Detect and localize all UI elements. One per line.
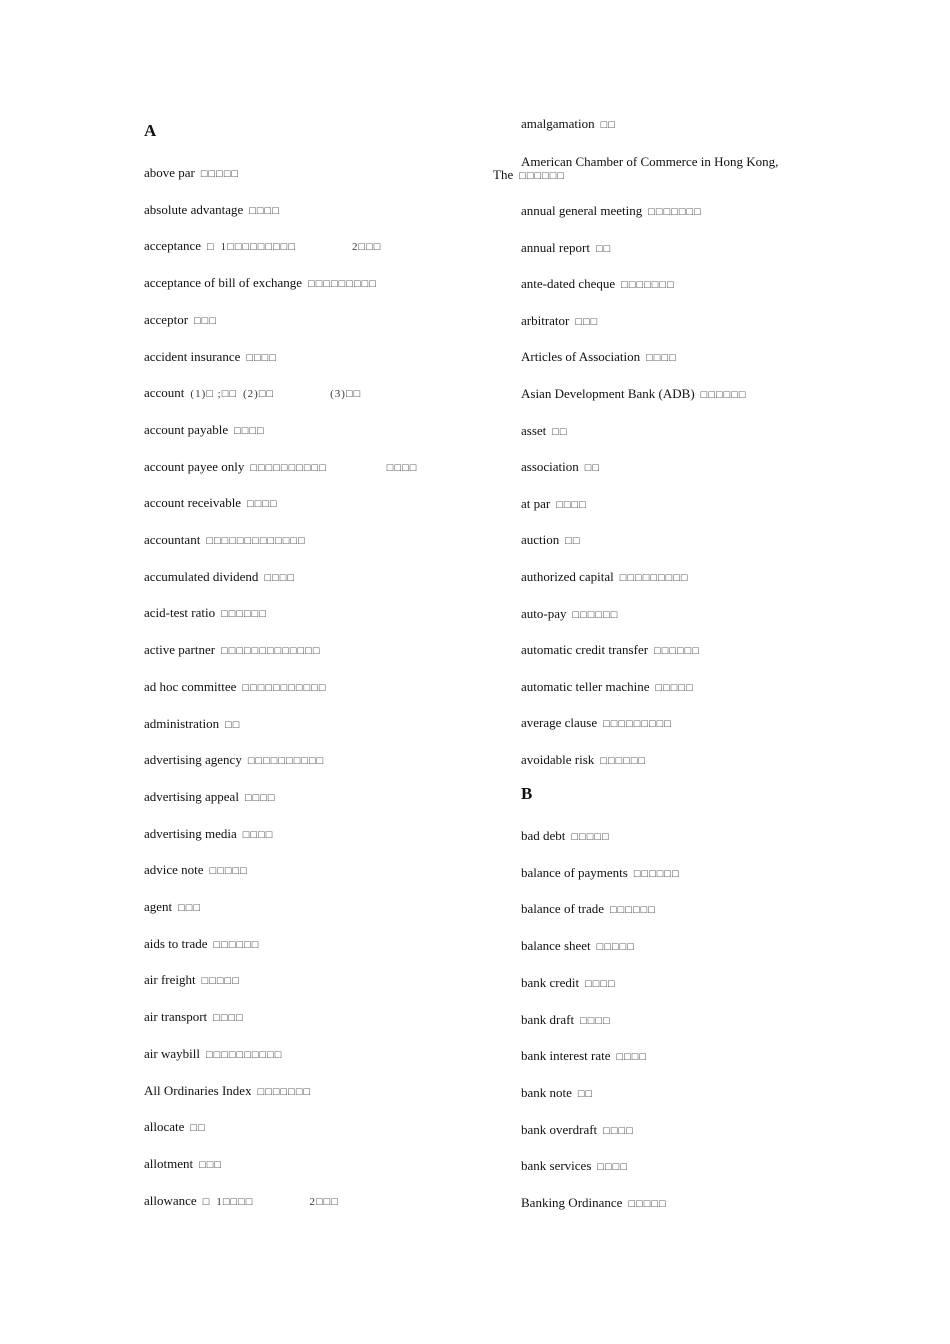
entry-gloss-part: (3)□□ xyxy=(330,388,362,401)
entry-gloss: □□□□ xyxy=(556,498,587,511)
glossary-entry xyxy=(521,386,747,403)
entry-term: auction xyxy=(521,532,560,548)
entry-gloss: □□□ xyxy=(575,315,599,328)
entry-gloss: □□□□□□□ xyxy=(257,1085,312,1098)
entry-gloss: □□□□ xyxy=(616,1051,648,1064)
entry-gloss: □□□□□□ xyxy=(633,867,680,880)
entry-gloss-part: 2□□□ xyxy=(351,241,382,254)
entry-gloss: □□□□□ xyxy=(200,168,240,180)
entry-gloss: □□□□□ xyxy=(655,681,694,694)
entry-term: auto-pay xyxy=(521,605,567,621)
entry-gloss: □□□ xyxy=(199,1158,223,1171)
glossary-entry xyxy=(521,865,680,882)
entry-term: balance of trade xyxy=(521,901,605,917)
entry-term: acid-test ratio xyxy=(144,605,216,621)
entry-gloss-part: 2□□□ xyxy=(309,1195,339,1208)
entry-gloss: □□□ xyxy=(178,902,202,914)
glossary-entry xyxy=(521,752,646,769)
glossary-entry xyxy=(144,349,277,366)
entry-term: absolute advantage xyxy=(144,201,244,217)
entry-term: bank note xyxy=(521,1084,572,1100)
entry-gloss: □□□□□□□□□ xyxy=(308,278,377,291)
glossary-entry xyxy=(144,936,259,953)
entry-term: accountant xyxy=(144,532,201,547)
entry-gloss: □□ xyxy=(600,119,616,131)
entry-gloss-part: 1□□□□□□□□□ xyxy=(220,241,296,254)
glossary-entry xyxy=(521,496,587,513)
entry-gloss: □□□ xyxy=(194,314,217,327)
glossary-entry xyxy=(144,275,377,292)
glossary-entry xyxy=(521,423,568,440)
entry-term: advertising media xyxy=(144,825,237,841)
entry-gloss: □□□□□ xyxy=(596,941,635,954)
glossary-entry xyxy=(144,569,295,586)
entry-term: asset xyxy=(521,422,547,438)
glossary-entry-line xyxy=(493,167,565,184)
glossary-entry xyxy=(521,1085,593,1102)
entry-gloss: □□□□□□□□□ xyxy=(603,718,672,731)
entry-term: acceptance of bill of exchange xyxy=(144,275,303,291)
entry-gloss-part: 1□□□□ xyxy=(216,1195,254,1208)
section-heading-a: A xyxy=(144,121,157,140)
glossary-entry xyxy=(521,938,635,955)
entry-term: at par xyxy=(521,495,551,511)
glossary-entry xyxy=(144,789,276,806)
entry-gloss: □□ xyxy=(595,242,612,255)
entry-gloss: □□□□□□ xyxy=(213,938,260,951)
entry-gloss: □□□□□□ xyxy=(610,904,656,917)
glossary-entry xyxy=(521,116,616,133)
entry-gloss-part: (2)□□ xyxy=(243,388,275,401)
entry-gloss: □□□□ xyxy=(247,498,278,511)
entry-term: arbitrator xyxy=(521,312,570,328)
glossary-entry xyxy=(521,532,581,549)
glossary-entry xyxy=(521,606,618,623)
glossary-entry-line: American Chamber of Commerce in Hong Kong, xyxy=(521,154,779,169)
entry-term: average clause xyxy=(521,715,598,731)
glossary-entry xyxy=(521,975,616,992)
glossary-entry xyxy=(521,828,610,845)
glossary-entry xyxy=(521,569,689,586)
entry-term: balance sheet xyxy=(521,938,591,954)
entry-term: advertising appeal xyxy=(144,788,239,804)
glossary-entry xyxy=(521,642,700,659)
entry-gloss: □□□□ xyxy=(249,204,280,217)
entry-term: allotment xyxy=(144,1155,194,1171)
entry-term: amalgamation xyxy=(521,116,595,131)
entry-term: annual general meeting xyxy=(521,203,643,218)
glossary-entry xyxy=(144,1119,206,1136)
glossary-entry xyxy=(144,1046,282,1063)
entry-gloss: □□ xyxy=(565,535,581,548)
entry-term: bad debt xyxy=(521,828,566,843)
glossary-entry xyxy=(144,716,240,733)
entry-term: aids to trade xyxy=(144,935,208,951)
entry-gloss: □□□□ xyxy=(597,1161,628,1174)
entry-gloss: □□ xyxy=(577,1087,594,1100)
entry-gloss: □□□□□□ xyxy=(519,170,566,182)
entry-term: Articles of Association xyxy=(521,349,641,365)
entry-term: air waybill xyxy=(144,1045,200,1061)
entry-term: Asian Development Bank (ADB) xyxy=(521,386,695,401)
glossary-entry xyxy=(144,238,381,255)
entry-gloss: □□□□□ xyxy=(201,975,240,988)
glossary-entry xyxy=(521,1195,667,1212)
entry-gloss: □□□□ xyxy=(264,571,296,584)
entry-gloss: □□□□ xyxy=(213,1012,244,1025)
glossary-entry xyxy=(144,642,320,659)
section-heading-b: B xyxy=(521,784,533,803)
entry-gloss: □ xyxy=(202,1195,211,1208)
entry-gloss: □□□□□□□□□□□ xyxy=(242,681,327,694)
entry-term: air transport xyxy=(144,1009,208,1025)
entry-gloss: □□□□□□ xyxy=(654,645,700,658)
entry-gloss: □□□□□□□□□□ xyxy=(247,755,325,768)
entry-term: balance of payments xyxy=(521,864,628,880)
entry-term: account payable xyxy=(144,421,229,437)
entry-term: automatic teller machine xyxy=(521,678,650,694)
entry-term: bank interest rate xyxy=(521,1048,611,1064)
entry-gloss: □□□□□ xyxy=(209,865,248,878)
glossary-entry xyxy=(144,532,306,549)
glossary-entry xyxy=(521,1122,634,1139)
entry-term: ante-dated cheque xyxy=(521,276,616,292)
glossary-entry xyxy=(144,312,217,329)
entry-term: advice note xyxy=(144,862,204,878)
entry-term: acceptance xyxy=(144,238,202,254)
entry-term: bank credit xyxy=(521,974,580,990)
entry-gloss: □□□□□□ xyxy=(600,755,647,767)
entry-gloss: (1)□ ;□□ xyxy=(190,388,237,401)
entry-gloss: □□□□ xyxy=(580,1014,611,1027)
entry-gloss: □□□□ xyxy=(585,977,616,990)
glossary-entry xyxy=(521,715,672,732)
glossary-entry xyxy=(521,1048,647,1065)
entry-gloss: □□□□□ xyxy=(571,831,610,843)
glossary-entry xyxy=(144,1083,311,1100)
entry-term: bank overdraft xyxy=(521,1121,598,1137)
entry-gloss: □□□□□□ xyxy=(572,608,619,621)
entry-gloss: □□ xyxy=(225,718,241,731)
entry-gloss: □□□□□□□ xyxy=(621,279,675,292)
entry-gloss: □□□□□□□□□□ xyxy=(250,461,327,474)
entry-gloss-part: □□□□ xyxy=(386,461,418,474)
entry-gloss: □□□□□□ xyxy=(221,608,267,621)
entry-term: account xyxy=(144,385,185,401)
glossary-entry xyxy=(144,826,273,843)
glossary-entry xyxy=(144,972,240,989)
glossary-entry xyxy=(144,605,267,622)
glossary-entry xyxy=(144,1156,222,1173)
entry-gloss: □□□□□ xyxy=(628,1198,667,1210)
entry-term: advertising agency xyxy=(144,752,242,768)
entry-gloss: □ xyxy=(207,241,215,254)
glossary-entry xyxy=(144,165,239,182)
glossary-entry xyxy=(144,679,327,696)
entry-term: active partner xyxy=(144,642,216,658)
entry-term: bank draft xyxy=(521,1011,575,1027)
glossary-entry xyxy=(144,1193,339,1210)
glossary-entry xyxy=(144,1009,244,1026)
glossary-entry xyxy=(521,203,702,220)
entry-gloss: □□□□□□□□□□□□□ xyxy=(221,645,321,658)
entry-term: The xyxy=(493,167,514,182)
glossary-entry xyxy=(144,495,278,512)
entry-gloss: □□□□ xyxy=(244,791,276,804)
entry-term: avoidable risk xyxy=(521,752,595,767)
entry-term: allowance xyxy=(144,1192,197,1208)
entry-term: above par xyxy=(144,165,195,180)
glossary-entry xyxy=(521,276,675,293)
glossary-entry xyxy=(521,313,598,330)
glossary-entry xyxy=(144,862,248,879)
entry-gloss: □□□□□□ xyxy=(700,389,747,401)
entry-term: All Ordinaries Index xyxy=(144,1082,252,1098)
entry-term: administration xyxy=(144,715,220,731)
entry-term: agent xyxy=(144,899,173,914)
entry-term: accident insurance xyxy=(144,348,241,364)
entry-gloss: □□□□□□□□□□ xyxy=(205,1048,283,1061)
glossary-entry xyxy=(521,1158,628,1175)
glossary-entry xyxy=(521,459,600,476)
entry-term: air freight xyxy=(144,972,196,988)
entry-gloss: □□□□□□□ xyxy=(648,206,702,218)
glossary-entry xyxy=(144,899,201,916)
entry-term: annual report xyxy=(521,239,590,255)
entry-term: accumulated dividend xyxy=(144,568,259,584)
glossary-entry xyxy=(144,752,324,769)
entry-term: account receivable xyxy=(144,495,242,511)
entry-gloss: □□□□ xyxy=(234,424,265,437)
entry-gloss: □□□□ xyxy=(603,1124,634,1137)
entry-term: Banking Ordinance xyxy=(521,1195,623,1210)
entry-gloss: □□□□□□□□□□□□□ xyxy=(206,535,306,547)
glossary-entry xyxy=(144,202,280,219)
entry-gloss: □□□□ xyxy=(246,351,277,364)
entry-term: authorized capital xyxy=(521,569,614,584)
entry-gloss: □□ xyxy=(190,1122,206,1135)
glossary-entry xyxy=(144,422,265,439)
glossary-entry xyxy=(521,901,656,918)
glossary-entry xyxy=(521,1012,611,1029)
glossary-entry xyxy=(521,349,677,366)
glossary-entry xyxy=(521,679,694,696)
entry-term: allocate xyxy=(144,1119,185,1135)
entry-gloss: □□□□ xyxy=(646,352,677,365)
entry-term: ad hoc committee xyxy=(144,678,237,694)
glossary-entry xyxy=(144,459,417,476)
entry-term: acceptor xyxy=(144,311,189,327)
glossary-entry xyxy=(521,240,611,257)
entry-term: association xyxy=(521,459,579,475)
entry-gloss: □□ xyxy=(552,425,568,438)
entry-gloss: □□□□□□□□□ xyxy=(619,572,689,584)
entry-term: automatic credit transfer xyxy=(521,642,649,658)
entry-term: account payee only xyxy=(144,458,245,474)
entry-term: bank services xyxy=(521,1158,592,1174)
entry-gloss: □□ xyxy=(584,462,601,475)
glossary-entry xyxy=(144,385,361,402)
entry-gloss: □□□□ xyxy=(242,828,274,841)
